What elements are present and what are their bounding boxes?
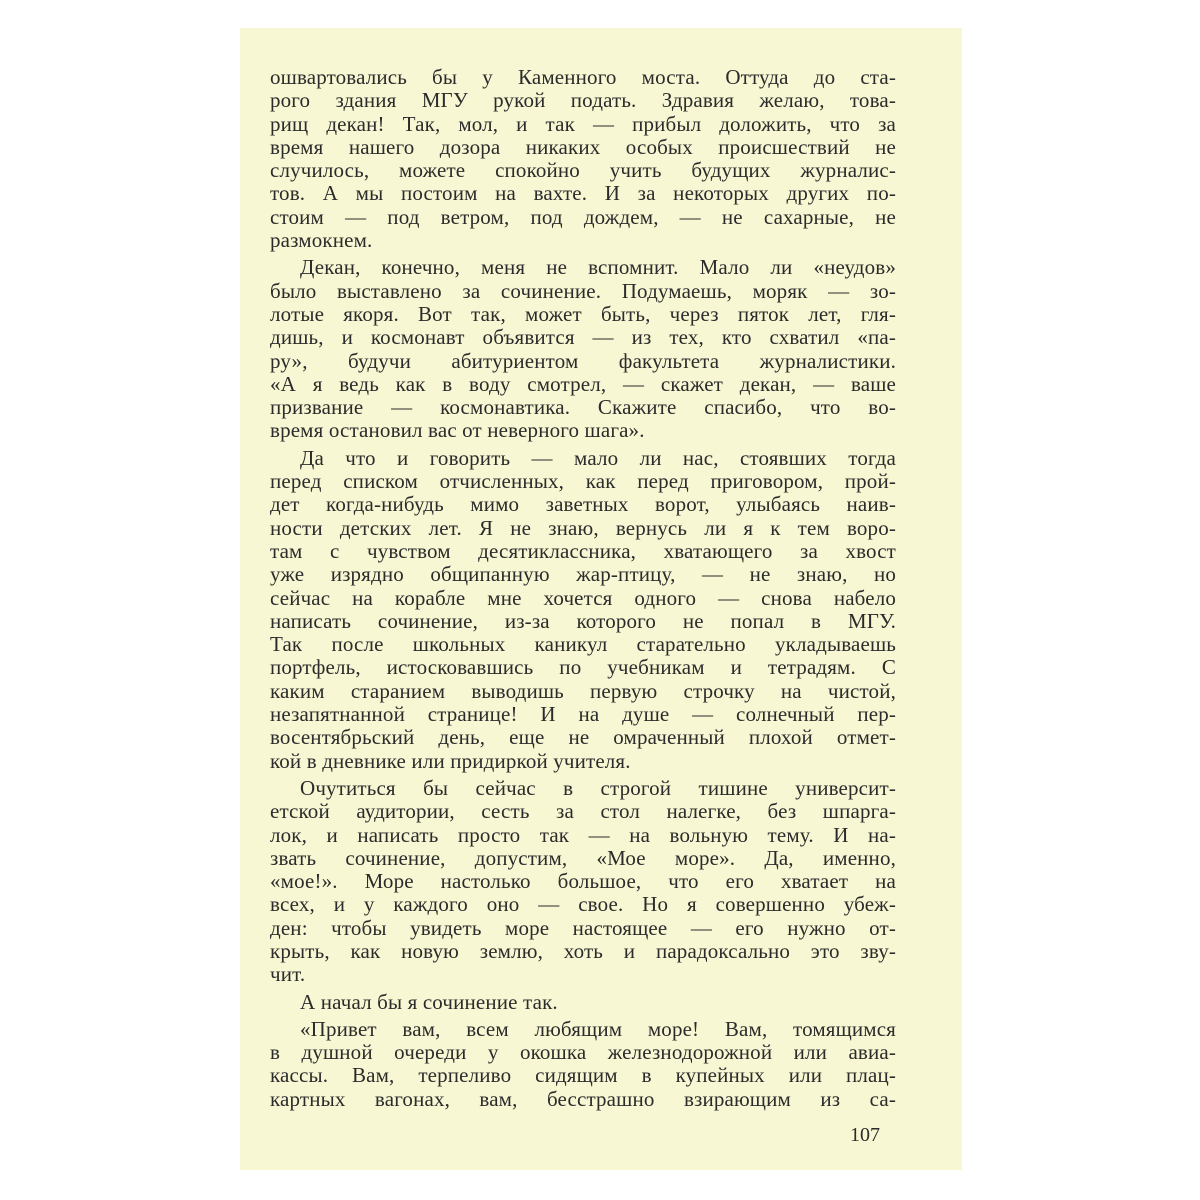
text-line: рого здания МГУ рукой подать. Здравия желаю, това- xyxy=(270,89,896,113)
text-line: в душной очереди у окошка железнодорожной или авиа- xyxy=(270,1041,896,1065)
text-line: незапятнанной странице! И на душе — солнечный пер- xyxy=(270,703,896,727)
text-line: каким старанием выводишь первую строчку на чистой, xyxy=(270,679,896,703)
text-line: призвание — космонавтика. Скажите спасибо, что во- xyxy=(270,396,896,420)
text-line: Так после школьных каникул старательно укладываешь xyxy=(270,633,896,657)
page-body-text xyxy=(270,66,896,1115)
text-line: кассы. Вам, терпеливо сидящим в купейных или плац- xyxy=(270,1064,896,1088)
text-line: А начал бы я сочинение так. xyxy=(300,990,558,1014)
text-line: дет когда-нибудь мимо заветных ворот, улыбаясь наив- xyxy=(270,493,896,517)
text-line: кой в дневнике или придиркой учителя. xyxy=(270,749,631,773)
text-line: Декан, конечно, меня не вспомнит. Мало ли «неудов» xyxy=(300,256,896,280)
text-line: ности детских лет. Я не знаю, вернусь ли я к тем воро- xyxy=(270,516,896,540)
text-line: Да что и говорить — мало ли нас, стоявших тогда xyxy=(300,446,896,470)
text-line: Очутиться бы сейчас в строгой тишине университ- xyxy=(300,776,896,800)
text-line: картных вагонах, вам, бесстрашно взирающим из са- xyxy=(270,1087,896,1111)
paragraph xyxy=(270,991,896,1014)
paragraph xyxy=(270,1018,896,1111)
text-line: время нашего дозора никаких особых происшествий не xyxy=(270,135,896,159)
paragraph xyxy=(270,66,896,252)
paragraph xyxy=(270,256,896,442)
paragraph xyxy=(270,447,896,773)
text-line: перед списком отчисленных, как перед приговором, прой- xyxy=(270,470,896,494)
text-line: ру», будучи абитуриентом факультета журналистики. xyxy=(270,349,896,373)
text-line: «Привет вам, всем любящим море! Вам, томящимся xyxy=(300,1017,896,1041)
text-line: всех, и у каждого оно — свое. Но я совершенно убеж- xyxy=(270,893,896,917)
text-line: дишь, и космонавт объявится — из тех, кто схватил «па- xyxy=(270,326,896,350)
text-line: рищ декан! Так, мол, и так — прибыл доложить, что за xyxy=(270,112,896,136)
text-line: чит. xyxy=(270,963,306,987)
text-line: там с чувством десятиклассника, хватающего за хвост xyxy=(270,539,896,563)
paragraph xyxy=(270,777,896,987)
text-line: етской аудитории, сесть за стол налегке, без шпарга- xyxy=(270,800,896,824)
text-line: уже изрядно общипанную жар-птицу, — не знаю, но xyxy=(270,563,896,587)
text-line: лотые якоря. Вот так, может быть, через пяток лет, гля- xyxy=(270,302,896,326)
text-line: портфель, истосковавшись по учебникам и тетрадям. С xyxy=(270,656,896,680)
text-line: лок, и написать просто так — на вольную тему. И на- xyxy=(270,823,896,847)
text-line: тов. А мы постоим на вахте. И за некоторых других по- xyxy=(270,182,896,206)
page-number: 107 xyxy=(850,1124,880,1146)
text-line: размокнем. xyxy=(270,229,373,253)
text-line: сейчас на корабле мне хочется одного — снова набело xyxy=(270,586,896,610)
text-line: написать сочинение, из-за которого не попал в МГУ. xyxy=(270,609,896,633)
text-line: «А я ведь как в воду смотрел, — скажет декан, — ваше xyxy=(270,372,896,396)
text-line: ошвартовались бы у Каменного моста. Оттуда до ста- xyxy=(270,66,896,89)
text-line: ден: чтобы увидеть море настоящее — его нужно от- xyxy=(270,916,896,940)
text-line: «мое!». Море настолько большое, что его хватает на xyxy=(270,870,896,894)
text-line: стоим — под ветром, под дождем, — не сахарные, не xyxy=(270,205,896,229)
text-line: крыть, как новую землю, хоть и парадоксально это зву- xyxy=(270,939,896,963)
text-line: случилось, можете спокойно учить будущих журналис- xyxy=(270,159,896,183)
text-line: время остановил вас от неверного шага». xyxy=(270,419,645,443)
text-line: звать сочинение, допустим, «Мое море». Да, именно, xyxy=(270,846,896,870)
book-page xyxy=(240,28,962,1170)
text-line: восентябрьский день, еще не омраченный плохой отмет- xyxy=(270,726,896,750)
text-line: было выставлено за сочинение. Подумаешь, моряк — зо- xyxy=(270,279,896,303)
